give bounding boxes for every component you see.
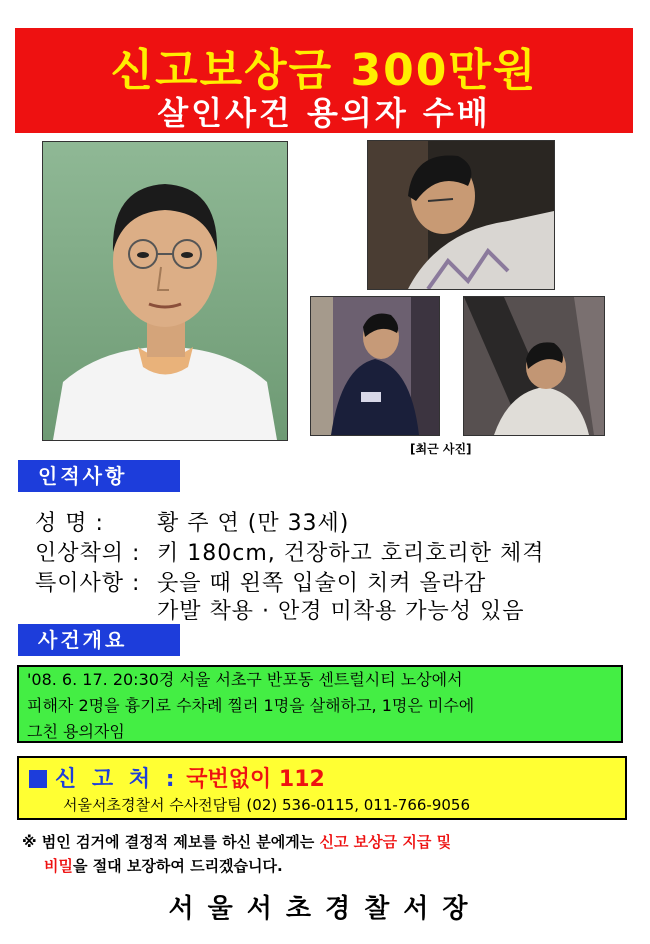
info-value: 가발 착용 · 안경 미착용 가능성 있음 [157,599,525,624]
report-contact-box [17,756,627,820]
notice-highlight-reward: 신고 보상금 지급 및 [319,833,452,851]
info-value: 웃을 때 왼쪽 입술이 치켜 올라감 [157,571,487,596]
notice-highlight-secret: 비밀 [44,857,73,875]
section-label-personal: 인적사항 [18,460,180,492]
report-heading [29,762,325,793]
suspect-portrait-photo [42,141,288,441]
info-key: 특이사항 : [35,571,141,596]
reward-banner [15,28,633,133]
info-key: 성 명 : [35,511,104,536]
report-label: 신 고 처 : [55,767,179,792]
case-line: '08. 6. 17. 20:30경 서울 서초구 반포동 센트럴시티 노상에서 [27,670,463,689]
notice-suffix: 을 절대 보장하여 드리겠습니다. [72,857,283,875]
info-row-appearance [35,536,545,567]
square-bullet-icon [29,770,47,788]
report-number: 국번없이 112 [186,767,325,792]
recent-photo-cctv-1 [310,296,440,436]
banner-title: 신고보상금 300만원 [110,45,538,96]
info-row-features [35,566,486,597]
section-label-case: 사건개요 [18,624,180,656]
report-detail: 서울서초경찰서 수사전담팀 (02) 536-0115, 011-766-9056 [63,796,470,814]
info-value: 황 주 연 (만 33세) [157,511,350,536]
recent-photo-lying [367,140,555,290]
info-key: 인상착의 : [35,541,141,566]
notice-prefix: ※ 범인 검거에 결정적 제보를 하신 분에게는 [22,833,320,851]
banner-subtitle: 살인사건 용의자 수배 [157,94,491,132]
case-line: 피해자 2명을 흉기로 수차례 찔러 1명을 살해하고, 1명은 미수에 [27,696,475,715]
recent-photo-cctv-2 [463,296,605,436]
info-row-features-cont [35,594,524,625]
info-row-name [35,506,349,537]
reward-notice [22,830,632,878]
info-value: 키 180cm, 건장하고 호리호리한 체격 [157,541,545,566]
photo-caption: [최근 사진] [410,442,472,456]
case-overview-box [17,665,623,743]
issuer-signature: 서울서초경찰서장 [168,894,482,924]
case-line: 그친 용의자임 [27,722,125,741]
